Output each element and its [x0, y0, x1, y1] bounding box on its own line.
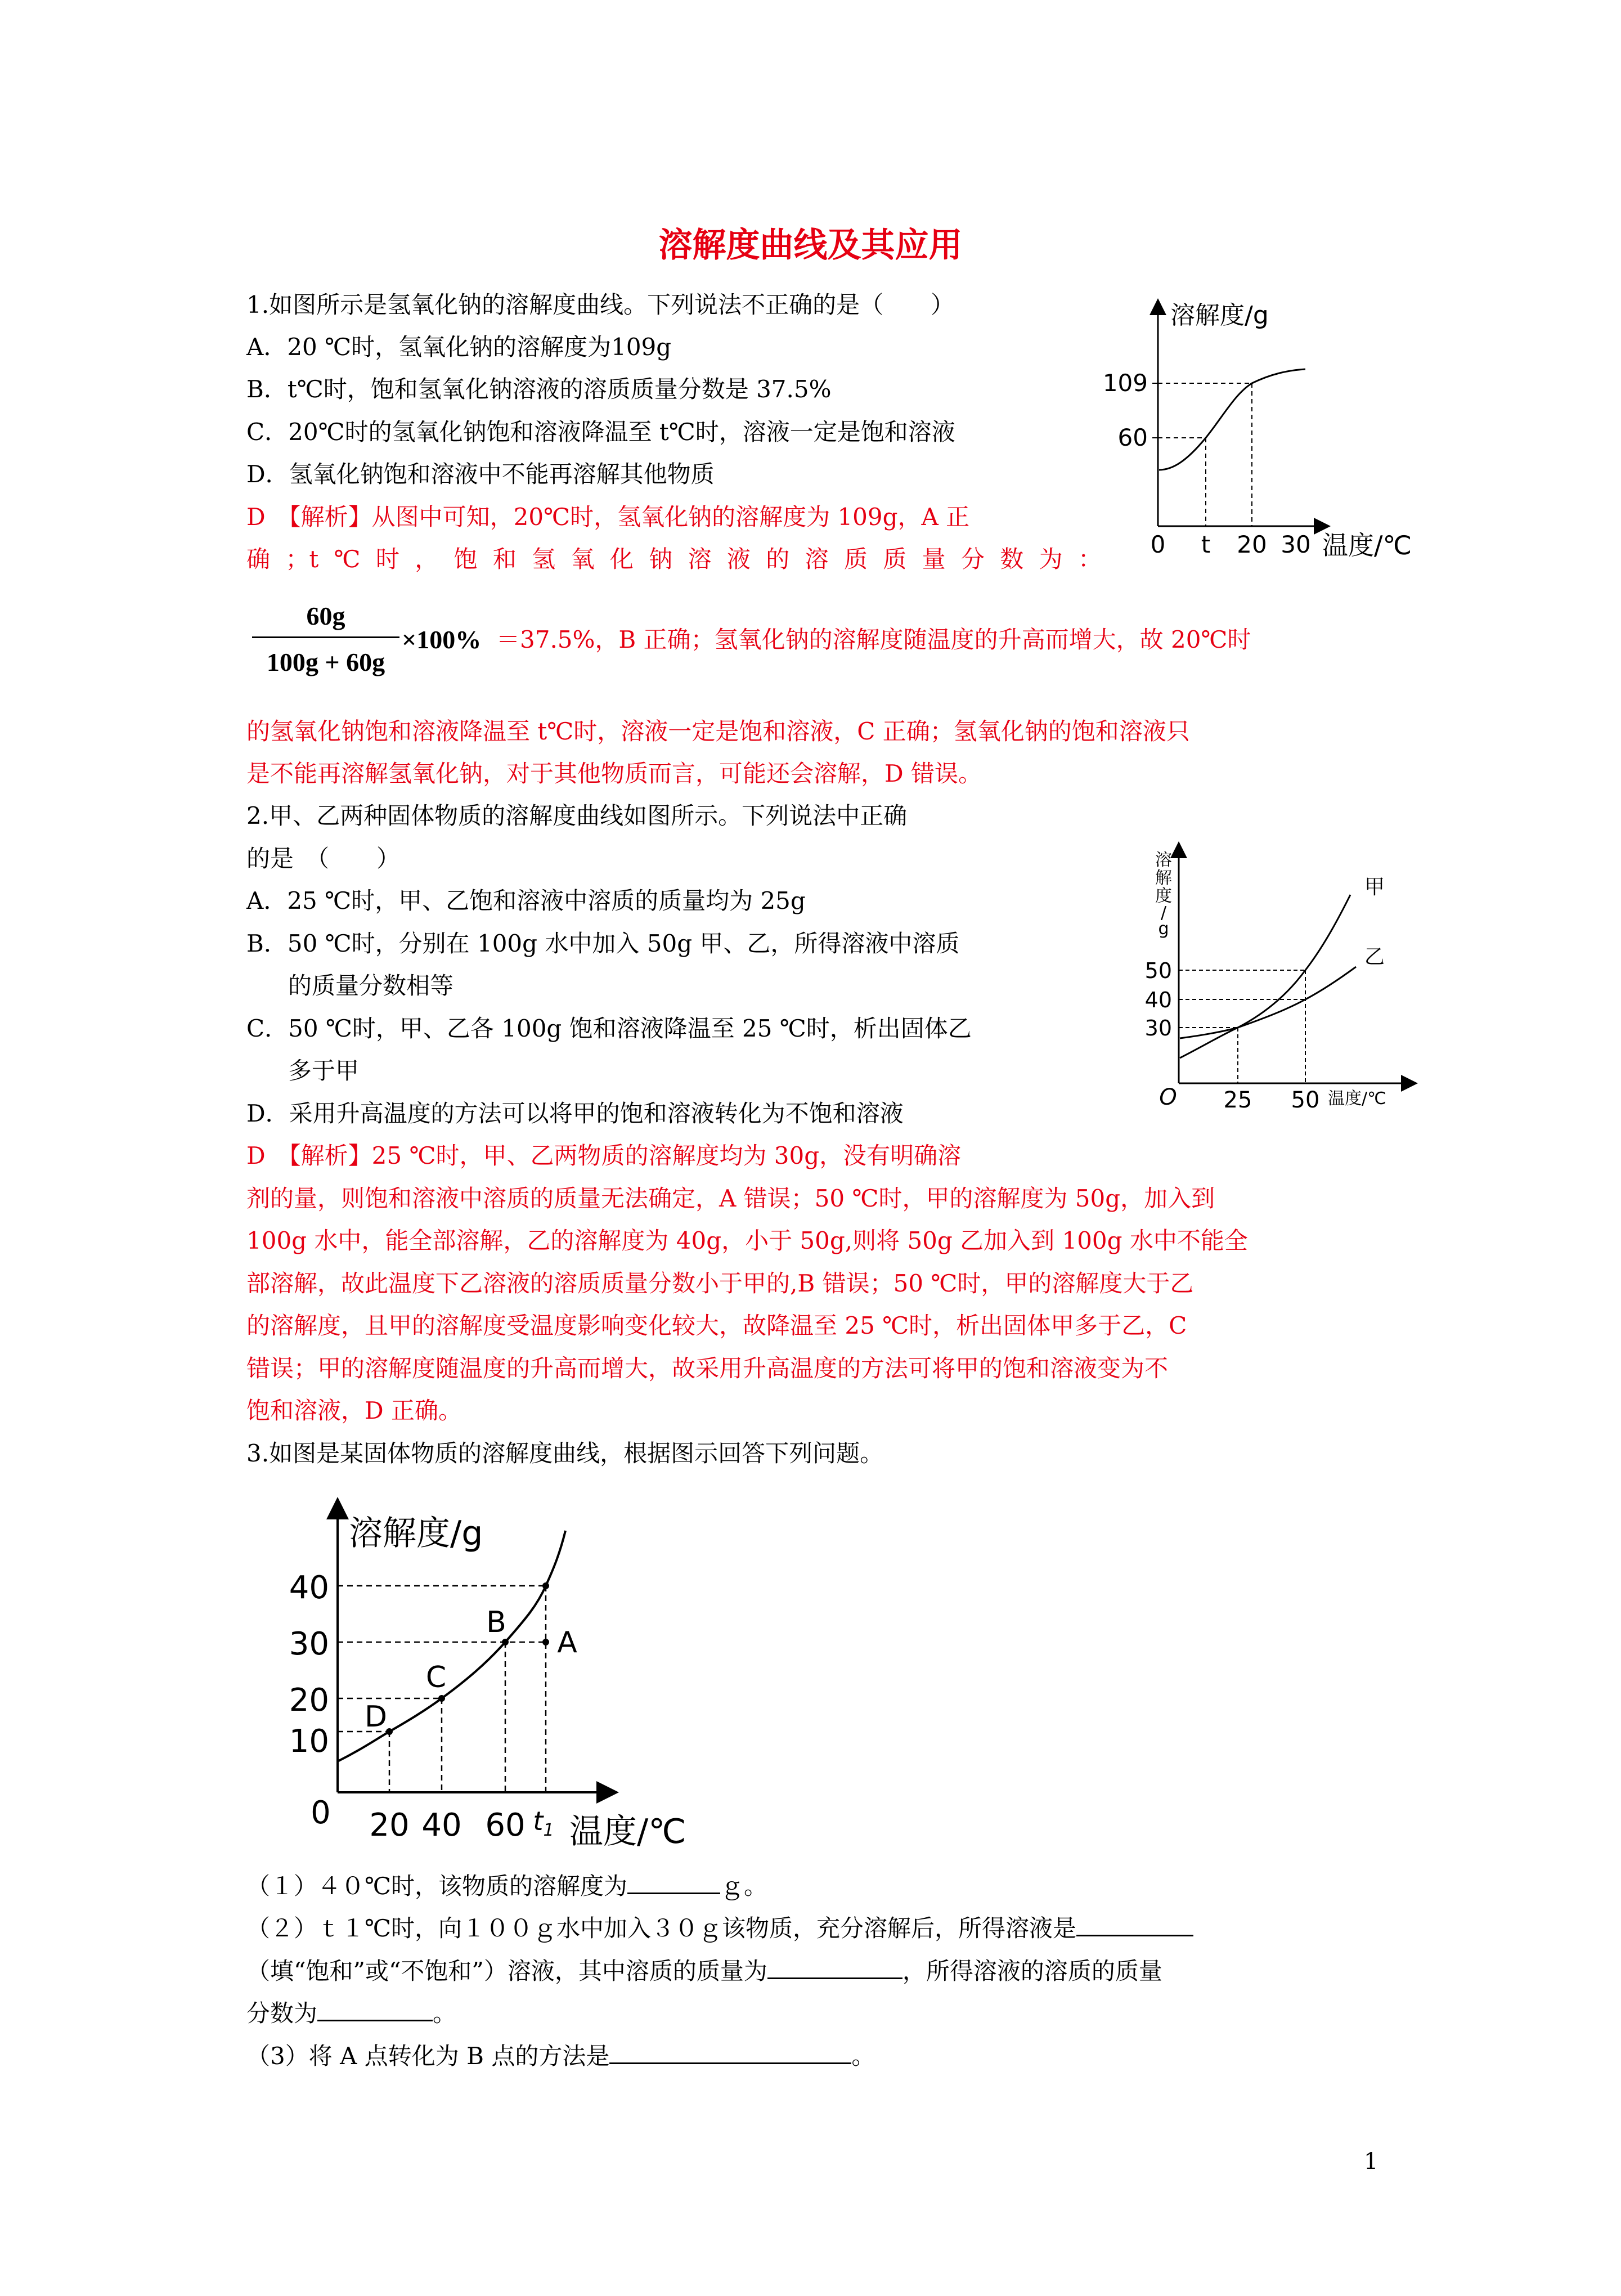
q2-analysis-line5: 的溶解度，且甲的溶解度受温度影响变化较大，故降温至 25 ℃时，析出固体甲多于乙，C [246, 1312, 1187, 1339]
x-axis-label: 温度/℃ [1328, 1089, 1386, 1109]
y-axis-label: 溶解度/g [1170, 301, 1269, 330]
q1-option-b: B．t℃时，饱和氢氧化钠溶液的溶质质量分数是 37.5% [246, 375, 832, 403]
point-a-label: A [557, 1626, 577, 1660]
q3-sub2-text3-end: 。 [433, 1999, 457, 2027]
q1-analysis-line3: ＝37.5%，B 正确；氢氧化钠的溶解度随温度的升高而增大，故 20℃时 [496, 626, 1251, 653]
q3-stem: 3.如图是某固体物质的溶解度曲线，根据图示回答下列问题。 [246, 1440, 884, 1467]
x-tick-20: 20 [1237, 531, 1267, 558]
q2-stem-line2: 的是 （ ） [246, 845, 401, 872]
q1-stem: 1.如图所示是氢氧化钠的溶解度曲线。下列说法不正确的是（ ） [246, 291, 955, 319]
q2-analysis-line6: 错误；甲的溶解度随温度的升高而增大，故采用升高温度的方法可将甲的饱和溶液变为不 [246, 1355, 1169, 1382]
y-axis-label-char-3: 度 [1155, 886, 1172, 906]
q3-sub1-unit: ｇ。 [720, 1872, 767, 1900]
q3-sub2-line2 [246, 1957, 1162, 1985]
y-tick-109: 109 [1102, 369, 1148, 397]
q2-option-c-line2: 多于甲 [288, 1057, 360, 1084]
x-tick-t1 [533, 1806, 554, 1840]
q1-analysis-line1: D 【解析】从图中可知，20℃时，氢氧化钠的溶解度为 109g，A 正 [246, 503, 970, 531]
q2-option-d: D．采用升高温度的方法可以将甲的饱和溶液转化为不饱和溶液 [246, 1100, 904, 1127]
point-a [542, 1639, 549, 1645]
q3-sub1-text: （１）４０℃时，该物质的溶解度为 [246, 1872, 627, 1900]
q3-sub2-saturation-blank[interactable] [1076, 1914, 1193, 1936]
y-axis-label-char-5: g [1158, 919, 1169, 939]
point-b-label: B [486, 1606, 506, 1639]
q2-analysis-line4: 部溶解，故此温度下乙溶液的溶质质量分数小于甲的,B 错误；50 ℃时，甲的溶解度大于乙 [246, 1270, 1194, 1297]
formula-fraction-bar [252, 636, 399, 638]
y-tick-20: 20 [289, 1682, 329, 1719]
q2-option-b-line2: 的质量分数相等 [288, 972, 454, 999]
series-yi-label: 乙 [1364, 945, 1385, 968]
x-axis-label: 温度/℃ [1322, 530, 1412, 560]
q3-sub2-text2a: （填“饱和”或“不饱和”）溶液，其中溶质的质量为 [246, 1957, 767, 1985]
x-tick-t1-main: t [533, 1806, 544, 1836]
x-axis-label: 温度/℃ [569, 1812, 686, 1851]
q2-option-a: A．25 ℃时，甲、乙饱和溶液中溶质的质量均为 25g [246, 887, 806, 914]
q1-analysis-line4: 的氢氧化钠饱和溶液降温至 t℃时，溶液一定是饱和溶液，C 正确；氢氧化钠的饱和溶液只 [246, 718, 1190, 745]
page-title: 溶解度曲线及其应用 [658, 226, 963, 265]
x-tick-40: 40 [421, 1807, 462, 1844]
point-40 [542, 1582, 549, 1589]
y-tick-50: 50 [1144, 958, 1172, 983]
x-tick-t1-sub: 1 [543, 1820, 554, 1840]
naoh-solubility-curve [1159, 369, 1305, 470]
q3-solubility-chart [270, 1486, 731, 1857]
y-tick-40: 40 [289, 1569, 329, 1606]
q1-option-c: C．20℃时的氢氧化钠饱和溶液降温至 t℃时，溶液一定是饱和溶液 [246, 418, 955, 446]
series-jia-label: 甲 [1364, 876, 1385, 899]
origin-label: O [1159, 1084, 1177, 1110]
q3-sub2-line1 [246, 1914, 1193, 1943]
y-tick-10: 10 [289, 1723, 329, 1760]
y-tick-60: 60 [1117, 424, 1148, 451]
origin-label: 0 [311, 1795, 331, 1831]
q3-sub3-end: 。 [851, 2042, 875, 2070]
formula-denominator: 100g + 60g [266, 648, 385, 676]
q3-sub2-text1: （２）ｔ１℃时，向１００ｇ水中加入３０ｇ该物质，充分溶解后，所得溶液是 [246, 1914, 1076, 1942]
y-axis-label-char-2: 解 [1155, 868, 1172, 888]
x-tick-30: 30 [1281, 531, 1311, 558]
x-tick-0: 0 [1150, 531, 1166, 558]
point-b [502, 1639, 509, 1645]
y-tick-30: 30 [289, 1626, 329, 1662]
y-tick-40: 40 [1144, 988, 1172, 1012]
q2-option-b-line1: B．50 ℃时，分别在 100g 水中加入 50g 甲、乙，所得溶液中溶质 [246, 930, 960, 957]
q2-analysis-line3: 100g 水中，能全部溶解，乙的溶解度为 40g，小于 50g,则将 50g 乙加入到 100g 水中不能全 [246, 1227, 1248, 1254]
formula-multiplier: ×100% [402, 625, 482, 654]
q3-sub3-method-blank[interactable] [609, 2042, 851, 2064]
x-tick-t: t [1201, 531, 1211, 558]
point-d-label: D [364, 1700, 388, 1734]
q1-option-a: A．20 ℃时，氢氧化钠的溶解度为109g [246, 333, 672, 361]
q3-sub2-solute-mass-blank[interactable] [767, 1957, 902, 1979]
point-c [438, 1695, 445, 1702]
q3-sub1-answer-blank[interactable] [627, 1872, 720, 1894]
q2-analysis-line1: D 【解析】25 ℃时，甲、乙两物质的溶解度均为 30g，没有明确溶 [246, 1142, 962, 1169]
q3-sub2-text3: 分数为 [246, 1999, 318, 2027]
q2-solubility-chart [1137, 838, 1429, 1125]
y-tick-30: 30 [1144, 1016, 1172, 1041]
x-tick-60: 60 [485, 1807, 526, 1844]
q2-option-c-line1: C．50 ℃时，甲、乙各 100g 饱和溶液降温至 25 ℃时，析出固体乙 [246, 1015, 972, 1042]
x-tick-20: 20 [369, 1807, 410, 1844]
y-axis-label-char-4: / [1160, 903, 1167, 923]
series-jia-curve [1180, 895, 1350, 1058]
q2-analysis-line7: 饱和溶液，D 正确。 [246, 1397, 462, 1424]
point-c-label: C [425, 1661, 447, 1694]
page-number: 1 [1364, 2149, 1378, 2174]
q3-sub2-fraction-blank[interactable] [317, 1999, 433, 2021]
q2-analysis-line2: 剂的量，则饱和溶液中溶质的质量无法确定，A 错误；50 ℃时，甲的溶解度为 50g，加入到 [246, 1185, 1215, 1212]
q1-analysis-line2: 确；t℃时，饱和氢氧化钠溶液的溶质质量分数为： [246, 545, 1102, 573]
q3-sub3-text: （3）将 A 点转化为 B 点的方法是 [246, 2042, 610, 2070]
q1-solubility-chart [1102, 284, 1429, 577]
q3-sub3 [246, 2042, 875, 2070]
q3-sub2-line3 [246, 1999, 456, 2028]
q3-sub1 [246, 1872, 767, 1900]
q2-stem-line1: 2.甲、乙两种固体物质的溶解度曲线如图所示。下列说法中正确 [246, 802, 908, 829]
x-tick-25: 25 [1223, 1087, 1252, 1113]
q3-sub2-text2b: ，所得溶液的溶质的质量 [902, 1957, 1162, 1985]
q1-analysis-line5: 是不能再溶解氢氧化钠，对于其他物质而言，可能还会溶解，D 错误。 [246, 760, 982, 787]
y-axis-label: 溶解度/g [349, 1514, 483, 1553]
x-tick-50: 50 [1291, 1087, 1320, 1113]
y-axis-label-char-1: 溶 [1155, 850, 1172, 870]
formula-numerator: 60g [306, 602, 345, 630]
q1-option-d: D．氢氧化钠饱和溶液中不能再溶解其他物质 [246, 460, 715, 488]
